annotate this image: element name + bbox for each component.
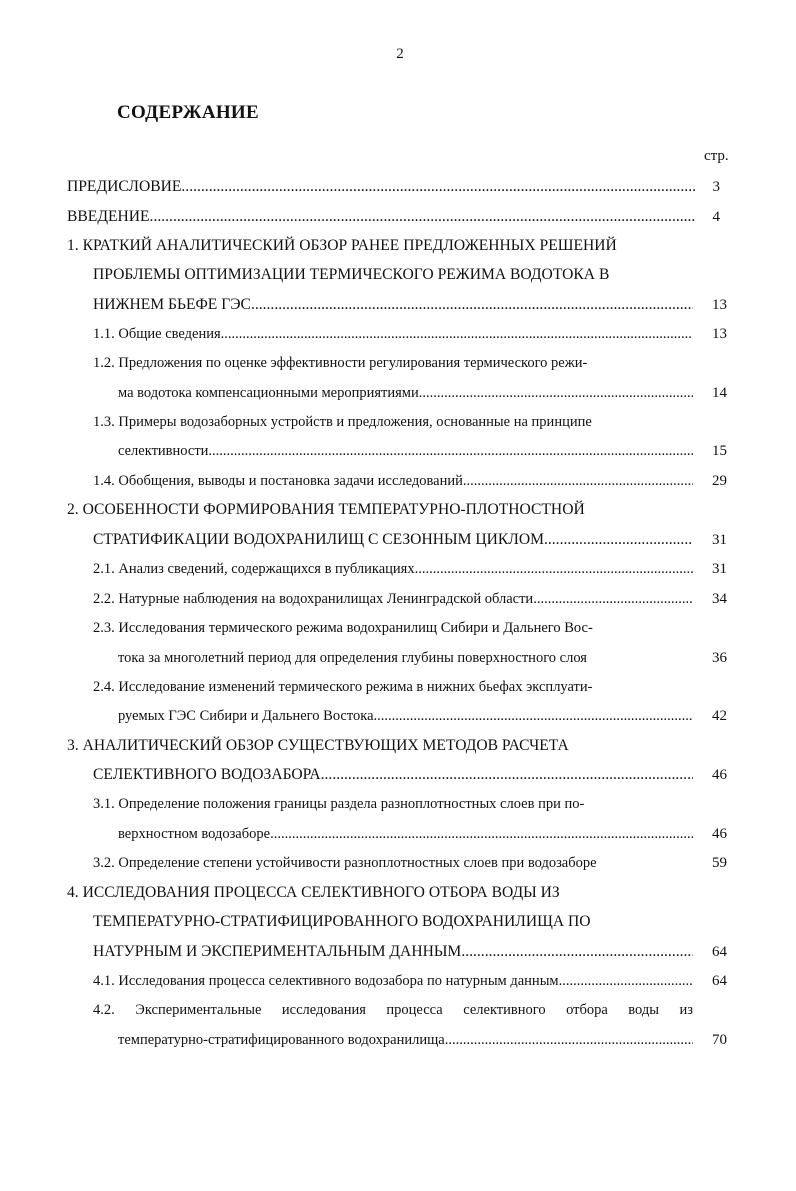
toc-section-3-2[interactable]: 3.2. Определение степени устойчивости разноплотностных слоев при водозаборе xyxy=(93,855,597,871)
toc-page-number: 70 xyxy=(712,1032,727,1048)
toc-section-4-2-line-2[interactable] xyxy=(118,1029,693,1051)
toc-section-1-1[interactable] xyxy=(93,323,693,345)
toc-section-3-1-line-2[interactable] xyxy=(118,823,693,845)
page-title: СОДЕРЖАНИЕ xyxy=(117,102,259,123)
toc-entry-text: СЕЛЕКТИВНОГО ВОДОЗАБОРА xyxy=(93,766,321,783)
leader-dots xyxy=(461,941,693,963)
toc-section-1-2-line-1[interactable]: 1.2. Предложения по оценке эффективности регулирования термического режи- xyxy=(93,355,588,371)
toc-entry-text: селективности xyxy=(118,443,209,459)
leader-dots xyxy=(181,176,695,198)
toc-page-number: 3 xyxy=(712,179,720,195)
toc-page-number: 13 xyxy=(712,297,727,313)
toc-entry-text: 4.1. Исследования процесса селективного водозабора по натурным данным xyxy=(93,973,559,989)
toc-entry-text: 1.4. Обобщения, выводы и постановка задачи исследований xyxy=(93,473,463,489)
leader-dots xyxy=(533,588,693,610)
toc-chapter-4-line-3[interactable] xyxy=(93,941,693,963)
toc-entry-introduction[interactable] xyxy=(67,206,695,228)
toc-chapter-2-line-2[interactable] xyxy=(93,529,693,551)
leader-dots xyxy=(270,823,693,845)
toc-chapter-4-line-2[interactable]: ТЕМПЕРАТУРНО-СТРАТИФИЦИРОВАННОГО ВОДОХРАНИЛИЩА ПО xyxy=(93,913,591,930)
toc-section-2-3-line-1[interactable]: 2.3. Исследования термического режима водохранилищ Сибири и Дальнего Вос- xyxy=(93,620,593,636)
toc-page-number: 13 xyxy=(712,326,727,342)
toc-section-2-1[interactable] xyxy=(93,558,693,580)
toc-entry-text: верхностном водозаборе xyxy=(118,826,271,842)
leader-dots xyxy=(445,1029,693,1051)
toc-chapter-3-line-1[interactable]: 3. АНАЛИТИЧЕСКИЙ ОБЗОР СУЩЕСТВУЮЩИХ МЕТОДОВ РАСЧЕТА xyxy=(67,737,569,754)
page-column-header: стр. xyxy=(704,148,729,164)
leader-dots xyxy=(150,206,695,228)
leader-dots xyxy=(208,440,693,462)
page-number: 2 xyxy=(396,46,404,62)
toc-entry-text: СТРАТИФИКАЦИИ ВОДОХРАНИЛИЩ С СЕЗОННЫМ ЦИКЛОМ xyxy=(93,531,544,548)
toc-chapter-2-line-1[interactable]: 2. ОСОБЕННОСТИ ФОРМИРОВАНИЯ ТЕМПЕРАТУРНО-ПЛОТНОСТНОЙ xyxy=(67,501,585,518)
leader-dots xyxy=(419,382,693,404)
toc-entry-text: руемых ГЭС Сибири и Дальнего Востока xyxy=(118,708,374,724)
toc-chapter-4-line-1[interactable]: 4. ИССЛЕДОВАНИЯ ПРОЦЕССА СЕЛЕКТИВНОГО ОТБОРА ВОДЫ ИЗ xyxy=(67,884,560,901)
toc-entry-text: 1.1. Общие сведения xyxy=(93,326,221,342)
toc-page-number: 4 xyxy=(712,209,720,225)
toc-section-4-1[interactable] xyxy=(93,970,693,992)
toc-page-number: 46 xyxy=(712,767,727,783)
toc-chapter-1-line-3[interactable] xyxy=(93,294,693,316)
leader-dots xyxy=(374,705,693,727)
toc-page-number: 29 xyxy=(712,473,727,489)
leader-dots xyxy=(559,970,693,992)
toc-section-2-4-line-2[interactable] xyxy=(118,705,693,727)
toc-section-2-2[interactable] xyxy=(93,588,693,610)
toc-entry-text: ВВЕДЕНИЕ xyxy=(67,208,150,225)
leader-dots xyxy=(415,558,693,580)
toc-page-number: 31 xyxy=(712,561,727,577)
toc-page-number: 59 xyxy=(712,855,727,871)
toc-entry-text: 2.1. Анализ сведений, содержащихся в публикациях xyxy=(93,561,415,577)
toc-page-number: 31 xyxy=(712,532,727,548)
toc-chapter-3-line-2[interactable] xyxy=(93,764,693,786)
toc-page-number: 34 xyxy=(712,591,727,607)
toc-section-3-1-line-1[interactable]: 3.1. Определение положения границы раздела разноплотностных слоев при по- xyxy=(93,796,585,812)
toc-section-2-3-line-2[interactable]: тока за многолетний период для определения глубины поверхностного слоя xyxy=(118,650,587,666)
toc-section-4-2-line-1[interactable]: 4.2. Экспериментальные исследования процесса селективного отбора воды из xyxy=(93,1002,693,1018)
toc-page-number: 14 xyxy=(712,385,727,401)
toc-page-number: 42 xyxy=(712,708,727,724)
toc-chapter-1-line-1[interactable]: 1. КРАТКИЙ АНАЛИТИЧЕСКИЙ ОБЗОР РАНЕЕ ПРЕДЛОЖЕННЫХ РЕШЕНИЙ xyxy=(67,237,617,254)
toc-page-number: 64 xyxy=(712,973,727,989)
toc-entry-text: НАТУРНЫМ И ЭКСПЕРИМЕНТАЛЬНЫМ ДАННЫМ xyxy=(93,943,462,960)
toc-page-number: 36 xyxy=(712,650,727,666)
toc-section-1-4[interactable] xyxy=(93,470,693,492)
leader-dots xyxy=(321,764,693,786)
toc-page-number: 64 xyxy=(712,944,727,960)
toc-page-number: 15 xyxy=(712,443,727,459)
toc-section-1-3-line-1[interactable]: 1.3. Примеры водозаборных устройств и предложения, основанные на принципе xyxy=(93,414,592,430)
toc-entry-preface[interactable] xyxy=(67,176,695,198)
leader-dots xyxy=(463,470,693,492)
toc-section-1-3-line-2[interactable] xyxy=(118,440,693,462)
toc-entry-text: ма водотока компенсационными мероприятиями xyxy=(118,385,419,401)
toc-page-number: 46 xyxy=(712,826,727,842)
toc-section-2-4-line-1[interactable]: 2.4. Исследование изменений термического режима в нижних бьефах эксплуати- xyxy=(93,679,593,695)
toc-chapter-1-line-2[interactable]: ПРОБЛЕМЫ ОПТИМИЗАЦИИ ТЕРМИЧЕСКОГО РЕЖИМА ВОДОТОКА В xyxy=(93,266,610,283)
toc-entry-text: ПРЕДИСЛОВИЕ xyxy=(67,178,182,195)
toc-entry-text: НИЖНЕМ БЬЕФЕ ГЭС xyxy=(93,296,251,313)
toc-entry-text: 2.2. Натурные наблюдения на водохранилищах Ленинградской области xyxy=(93,591,534,607)
leader-dots xyxy=(251,294,693,316)
toc-entry-text: температурно-стратифицированного водохранилища xyxy=(118,1032,445,1048)
leader-dots xyxy=(544,529,693,551)
toc-section-1-2-line-2[interactable] xyxy=(118,382,693,404)
leader-dots xyxy=(221,323,693,345)
